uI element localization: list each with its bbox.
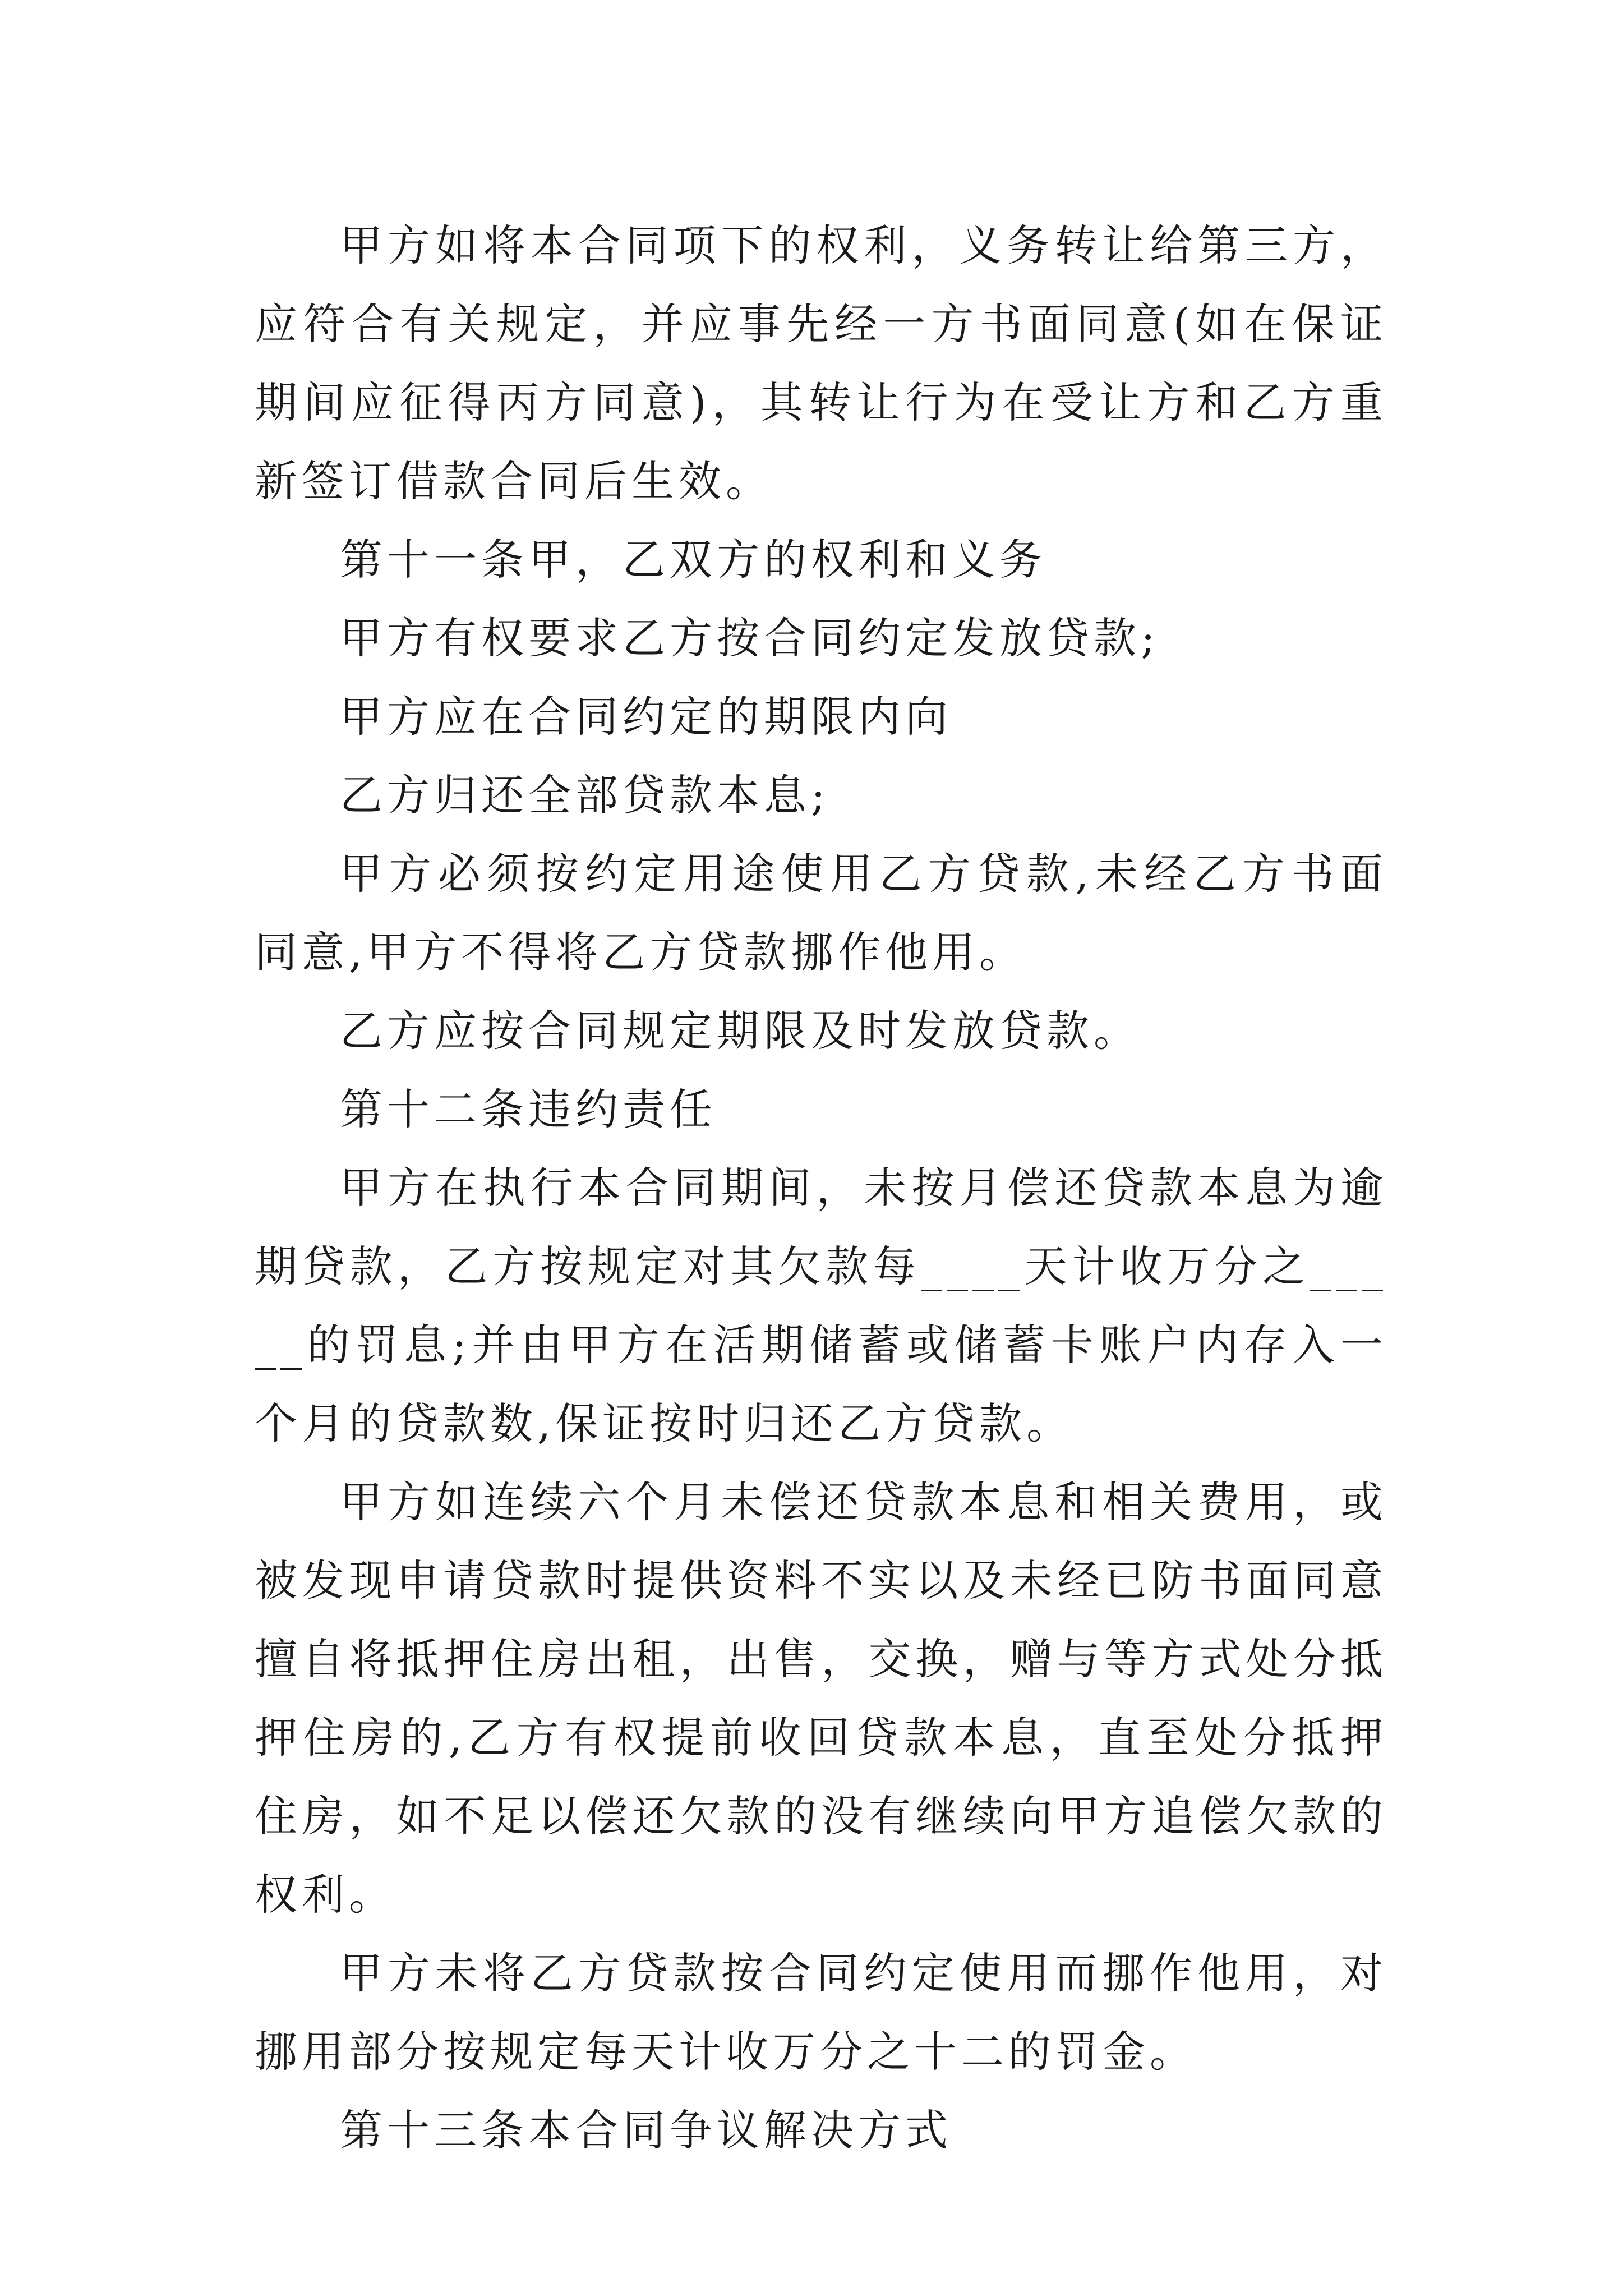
paragraph-transfer-of-rights: 甲方如将本合同项下的权利，义务转让给第三方，应符合有关规定，并应事先经一方书面同意(如在保证期间应征得丙方同意)，其转让行为在受让方和乙方重新签订借款合同后生效。 <box>255 220 1387 506</box>
paragraph-misuse-fine: 甲方未将乙方贷款按合同约定使用而挪作他用，对挪用部分按规定每天计收万分之十二的罚金。 <box>255 1948 1387 2077</box>
paragraph-overdue-penalty: 甲方在执行本合同期间，未按月偿还贷款本息为逾期贷款，乙方按规定对其欠款每____天计收万分之_____的罚息;并由甲方在活期储蓄或储蓄卡账户内存入一个月的贷款数,保证按时归还乙方贷款。 <box>255 1163 1387 1448</box>
article-13-heading: 第十三条本合同争议解决方式 <box>340 2105 952 2155</box>
paragraph-default-recovery: 甲方如连续六个月未偿还贷款本息和相关费用，或被发现申请贷款时提供资料不实以及未经已防书面同意擅自将抵押住房出租，出售，交换，赠与等方式处分抵押住房的,乙方有权提前收回贷款本息，直至处分抵押住房，如不足以偿还欠款的没有继续向甲方追偿欠款的权利。 <box>255 1477 1387 1920</box>
paragraph-timely-disbursement: 乙方应按合同规定期限及时发放贷款。 <box>340 1006 1141 1056</box>
paragraph-return-principal: 乙方归还全部贷款本息; <box>340 770 830 820</box>
paragraph-right-to-loan: 甲方有权要求乙方按合同约定发放贷款; <box>340 613 1160 663</box>
document-body <box>255 206 1387 2170</box>
article-11-heading: 第十一条甲，乙双方的权利和义务 <box>340 535 1046 585</box>
paragraph-repayment-term: 甲方应在合同约定的期限内向 <box>340 692 952 742</box>
article-12-heading: 第十二条违约责任 <box>340 1084 717 1134</box>
paragraph-usage-restriction: 甲方必须按约定用途使用乙方贷款,未经乙方书面同意,甲方不得将乙方贷款挪作他用。 <box>255 849 1387 977</box>
